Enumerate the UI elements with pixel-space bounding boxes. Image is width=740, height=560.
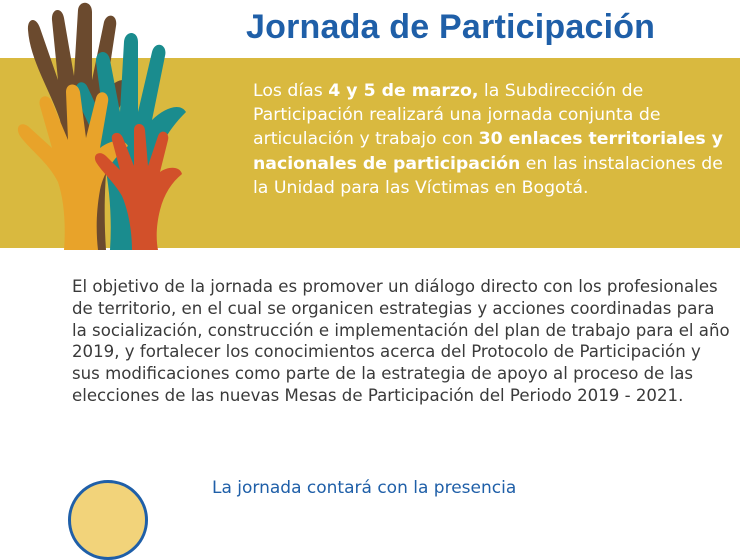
intro-paragraph — [253, 79, 733, 200]
page-title: Jornada de Participación — [246, 8, 656, 46]
intro-text-3: en las instalaciones de la Unidad para las Víctimas en Bogotá. — [253, 153, 723, 198]
intro-text-1: Los días — [253, 81, 329, 101]
logo-badge — [68, 480, 148, 560]
intro-dates: 4 y 5 de marzo, — [328, 81, 479, 101]
footer-text: La jornada contará con la presencia — [212, 478, 517, 498]
intro-text-2: la Subdirección de Participación realizará una jornada conjunta de articulación y trabajo con — [253, 81, 661, 150]
hands-illustration — [0, 0, 245, 250]
objective-paragraph: El objetivo de la jornada es promover un diálogo directo con los profesionales de territorio, en el cual se organicen estrategias y acciones coordinadas para la socialización, construcción e implementación del plan de trabajo para el año 2019, y fortalecer los conocimientos acerca del Protocolo de Participación y sus modificaciones como parte de la estrategia de apoyo al proceso de las elecciones de las nuevas Mesas de Participación del Periodo 2019 - 2021. — [72, 277, 730, 405]
intro-participants: 30 enlaces territoriales y nacionales de participación — [253, 129, 723, 174]
